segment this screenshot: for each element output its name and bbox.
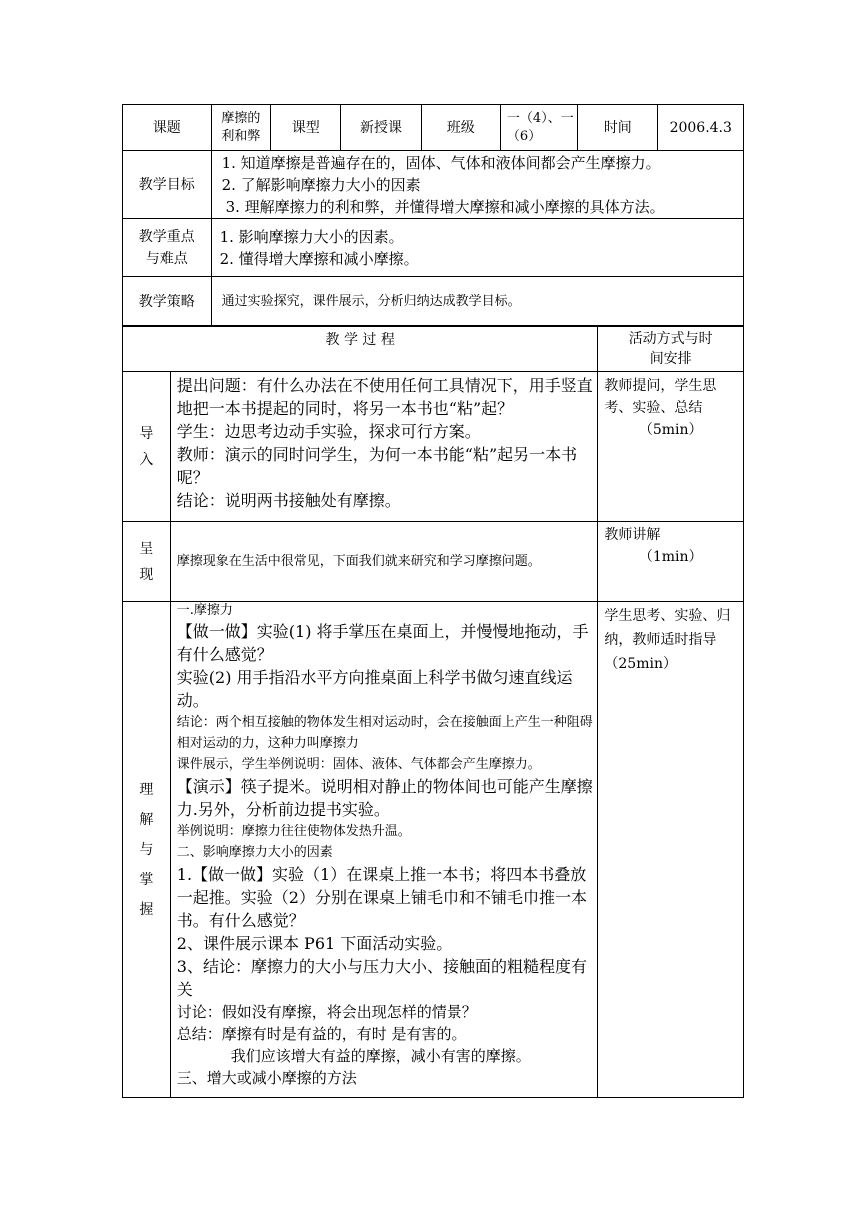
understand-activity: 学生思考、实验、归纳，教师适时指导（25min） — [604, 608, 731, 672]
intro-line: 提出问题：有什么办法在不使用任何工具情况下，用手竖直地把一本书提起的同时，将另一本书也“粘”起？ — [176, 376, 593, 418]
banji-value: 一（4）、一（6） — [506, 110, 574, 144]
understand-line: 总结：摩擦有时是有益的，有时 是有害的。 — [176, 1025, 467, 1043]
keti-value: 摩擦的利和弊 — [221, 110, 261, 144]
shijian-label: 时间 — [578, 105, 658, 151]
activity-header: 活动方式与时间安排 — [628, 331, 713, 367]
understand-line: 结论：两个相互接触的物体发生相对运动时，会在接触面上产生一种阻碍相对运动的力，这种力叫摩擦力 — [176, 715, 593, 751]
understand-line: 举例说明：摩擦力往往使物体发热升温。 — [176, 824, 411, 839]
process-table — [122, 325, 744, 1098]
intro-label: 导入 — [139, 425, 154, 468]
intro-line: 结论：说明两书接触处有摩擦。 — [176, 491, 401, 510]
present-time: （1min） — [638, 549, 703, 565]
intro-line: 学生：边思考边动手实验，探求可行方案。 — [176, 422, 481, 441]
strategy-text: 通过实验探究，课件展示，分析归纳达成教学目标。 — [221, 293, 521, 309]
present-text: 摩擦现象在生活中很常见，下面我们就来研究和学习摩擦问题。 — [176, 553, 541, 569]
intro-content — [171, 372, 598, 512]
kexing-label: 课型 — [271, 105, 341, 151]
intro-activity: 教师提问，学生思考、实验、总结 — [604, 378, 717, 416]
intro-time: （5min） — [638, 422, 703, 438]
understand-line: 一.摩擦力 — [176, 603, 233, 618]
understand-line: 2、课件展示课本 P61 下面活动实验。 — [176, 934, 453, 953]
understand-line: 3、结论：摩擦力的大小与压力大小、接触面的粗糙程度有关 — [176, 957, 587, 999]
intro-line: 教师：演示的同时问学生，为何一本书能“粘”起另一本书呢？ — [176, 445, 578, 487]
goals-list — [212, 152, 743, 218]
goals-label: 教学目标 — [123, 151, 212, 219]
understand-line: 二、影响摩擦力大小的因素 — [176, 845, 333, 860]
present-label: 呈现 — [139, 540, 154, 583]
key-point-item: 2. 懂得增大摩擦和减小摩擦。 — [219, 249, 419, 268]
understand-line: 课件展示，学生举例说明：固体、液体、气体都会产生摩擦力。 — [176, 757, 541, 772]
lesson-info-table — [122, 104, 744, 327]
understand-line: 【演示】筷子提米。说明相对静止的物体间也可能产生摩擦力.另外，分析前边提书实验。 — [176, 777, 593, 819]
understand-line: 实验(2) 用手指沿水平方向推桌面上科学书做匀速直线运动。 — [176, 668, 573, 710]
understand-line: 1.【做一做】实验（1）在课桌上推一本书；将四本书叠放一起推。实验（2）分别在课桌上铺毛巾和不铺毛巾推一本书。有什么感觉？ — [176, 865, 587, 930]
understand-line: 讨论：假如没有摩擦，将会出现怎样的情景？ — [176, 1003, 477, 1021]
understand-line: 三、增大或减小摩擦的方法 — [176, 1069, 357, 1087]
banji-label: 班级 — [421, 105, 500, 151]
understand-label: 理解与掌握 — [139, 781, 154, 918]
kexing-value: 新授课 — [341, 105, 421, 151]
key-points-list — [212, 226, 743, 270]
present-activity: 教师讲解 — [604, 527, 661, 543]
goal-item: 1. 知道摩擦是普遍存在的，固体、气体和液体间都会产生摩擦力。 — [221, 153, 661, 172]
goal-item: 2. 了解影响摩擦力大小的因素 — [221, 175, 421, 194]
understand-content — [171, 602, 598, 1089]
understand-line: 【做一做】实验(1) 将手掌压在桌面上，并慢慢地拖动，手有什么感觉？ — [176, 622, 589, 664]
key-point-item: 1. 影响摩擦力大小的因素。 — [219, 227, 404, 246]
shijian-value: 2006.4.3 — [658, 105, 744, 151]
process-title: 教 学 过 程 — [123, 326, 598, 372]
goal-item: 3. 理解摩擦力的利和弊，并懂得增大摩擦和减小摩擦的具体方法。 — [225, 197, 665, 216]
keti-label: 课题 — [123, 105, 212, 151]
key-points-label: 教学重点与难点 — [138, 228, 195, 267]
strategy-label: 教学策略 — [123, 277, 212, 327]
understand-line: 我们应该增大有益的摩擦，减小有害的摩擦。 — [230, 1047, 531, 1065]
